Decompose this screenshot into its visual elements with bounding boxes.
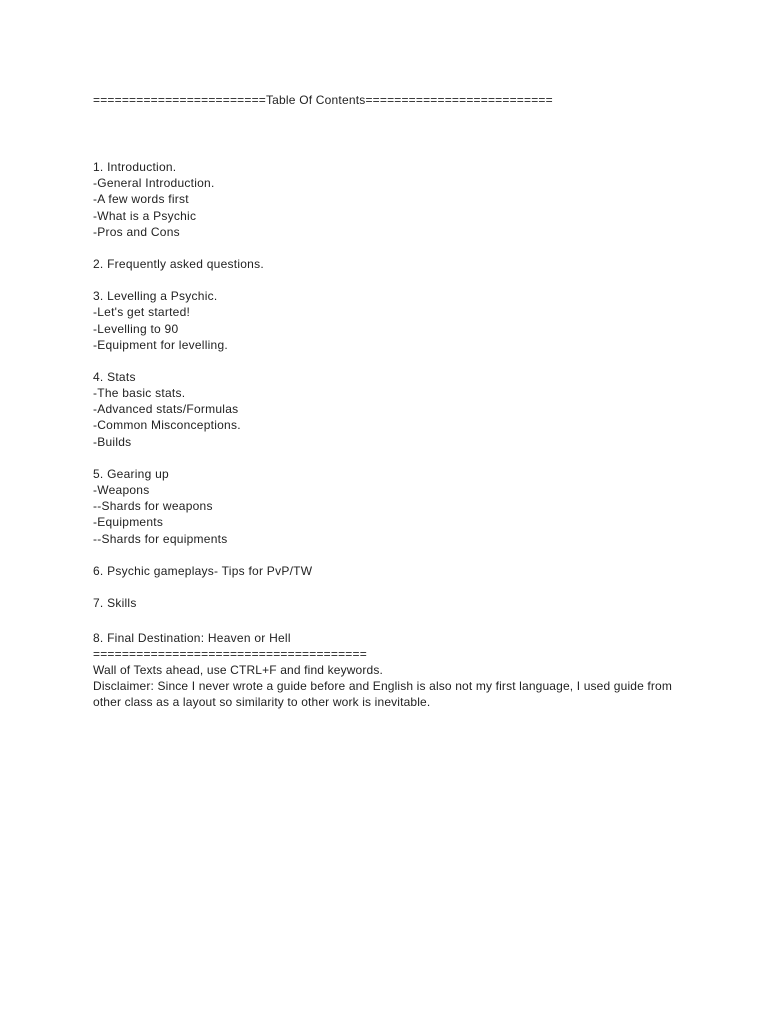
separator-line: ======================================	[93, 647, 367, 662]
toc-subitem: -Weapons	[93, 483, 150, 497]
toc-section-heading: 2. Frequently asked questions.	[93, 256, 264, 271]
toc-subitem: -The basic stats.	[93, 386, 186, 401]
toc-subitem: -Builds	[93, 434, 132, 449]
toc-section-heading: 1. Introduction.	[93, 160, 177, 174]
toc-section-heading: 6. Psychic gameplays- Tips for PvP/TW	[93, 563, 313, 578]
toc-section-heading: 7. Skills	[93, 595, 137, 610]
toc-subitem: --Shards for weapons	[93, 499, 213, 514]
toc-subitem: --Shards for equipments	[93, 531, 228, 546]
toc-section	[93, 595, 693, 611]
toc-section-heading: 4. Stats	[93, 369, 136, 384]
toc-subitem: -Common Misconceptions.	[93, 418, 241, 433]
toc-subitem: -Let's get started!	[93, 305, 191, 320]
toc-subitem: -Equipment for levelling.	[93, 337, 228, 352]
toc-subitem: -Advanced stats/Formulas	[93, 402, 239, 417]
toc-subitem: -General Introduction.	[93, 176, 215, 191]
disclaimer-paragraph: Disclaimer: Since I never wrote a guide before and English is also not my first language, I used guide from other class as a layout so similarity to other work is inevitable.	[93, 679, 673, 710]
toc-section	[93, 159, 693, 240]
toc-section	[93, 466, 693, 547]
toc-section	[93, 563, 693, 579]
table-of-contents	[93, 159, 693, 627]
toc-section	[93, 369, 693, 450]
keyword-note: Wall of Texts ahead, use CTRL+F and find keywords.	[93, 663, 383, 678]
toc-subitem: -A few words first	[93, 192, 189, 207]
toc-section	[93, 256, 693, 272]
toc-header: ========================Table Of Contents==========================	[93, 93, 553, 107]
document-tail	[93, 630, 693, 710]
toc-section	[93, 288, 693, 353]
toc-subitem: -Pros and Cons	[93, 224, 180, 239]
final-section-heading: 8. Final Destination: Heaven or Hell	[93, 631, 291, 645]
toc-subitem: -What is a Psychic	[93, 208, 197, 223]
toc-section-heading: 3. Levelling a Psychic.	[93, 289, 218, 304]
toc-subitem: -Equipments	[93, 515, 164, 530]
toc-subitem: -Levelling to 90	[93, 321, 179, 336]
toc-section-heading: 5. Gearing up	[93, 466, 169, 481]
